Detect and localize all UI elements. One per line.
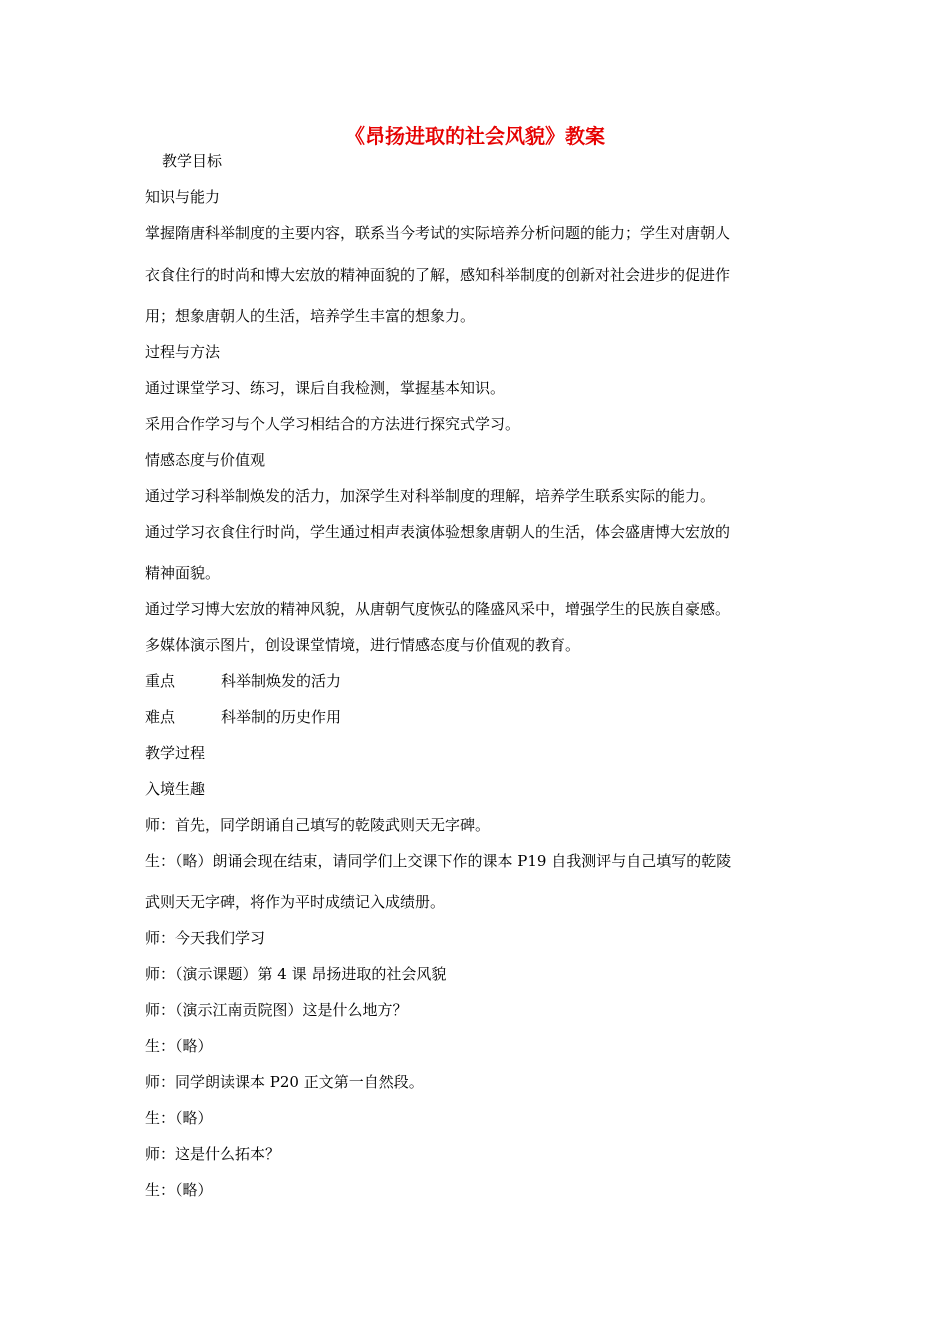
heading-emotion: 情感态度与价值观 [145,451,266,469]
dialogue-line-7: 师：同学朗读课本 P20 正文第一自然段。 [145,1073,424,1091]
dialogue-line-5: 师：（演示江南贡院图）这是什么地方？ [145,1001,408,1019]
heading-intro: 入境生趣 [145,780,206,798]
dialogue-line-9: 师：这是什么拓本？ [145,1145,281,1163]
heading-knowledge: 知识与能力 [145,188,221,206]
dialogue-line-10: 生：（略） [145,1181,213,1199]
emotion-paragraph-1: 通过学习科举制焕发的活力，加深学生对科举制度的理解，培养学生联系实际的能力。 [145,487,716,505]
heading-process: 过程与方法 [145,343,221,361]
key-point-value: 科举制焕发的活力 [221,672,342,690]
dialogue-line-2a: 生：（略）朗诵会现在结束，请同学们上交课下作的课本 P19 自我测评与自己填写的乾陵 [145,852,732,870]
emotion-paragraph-2-line-2: 精神面貌。 [145,564,221,582]
heading-teaching-process: 教学过程 [145,744,206,762]
process-paragraph-2: 采用合作学习与个人学习相结合的方法进行探究式学习。 [145,415,521,433]
emotion-paragraph-3: 通过学习博大宏放的精神风貌，从唐朝气度恢弘的隆盛风采中，增强学生的民族自豪感。 [145,600,731,618]
document-title: 《昂扬进取的社会风貌》教案 [345,124,605,148]
heading-objectives: 教学目标 [162,152,223,170]
dialogue-line-2b: 武则天无字碑，将作为平时成绩记入成绩册。 [145,893,446,911]
key-point-row [145,671,445,691]
knowledge-paragraph-line-2: 衣食住行的时尚和博大宏放的精神面貌的了解，感知科举制度的创新对社会进步的促进作 [145,266,731,284]
emotion-paragraph-4: 多媒体演示图片，创设课堂情境，进行情感态度与价值观的教育。 [145,636,581,654]
difficulty-label: 难点 [145,708,176,726]
dialogue-line-8: 生：（略） [145,1109,213,1127]
dialogue-line-3: 师：今天我们学习 [145,929,266,947]
dialogue-line-4: 师：（演示课题）第 4 课 昂扬进取的社会风貌 [145,965,447,983]
emotion-paragraph-2-line-1: 通过学习衣食住行时尚，学生通过相声表演体验想象唐朝人的生活，体会盛唐博大宏放的 [145,523,731,541]
knowledge-paragraph-line-1: 掌握隋唐科举制度的主要内容，联系当今考试的实际培养分析问题的能力；学生对唐朝人 [145,224,731,242]
knowledge-paragraph-line-3: 用；想象唐朝人的生活，培养学生丰富的想象力。 [145,307,476,325]
difficulty-row [145,707,445,727]
dialogue-line-1: 师：首先，同学朗诵自己填写的乾陵武则天无字碑。 [145,816,491,834]
key-point-label: 重点 [145,672,176,690]
process-paragraph-1: 通过课堂学习、练习，课后自我检测，掌握基本知识。 [145,379,506,397]
difficulty-value: 科举制的历史作用 [221,708,342,726]
dialogue-line-6: 生：（略） [145,1037,213,1055]
